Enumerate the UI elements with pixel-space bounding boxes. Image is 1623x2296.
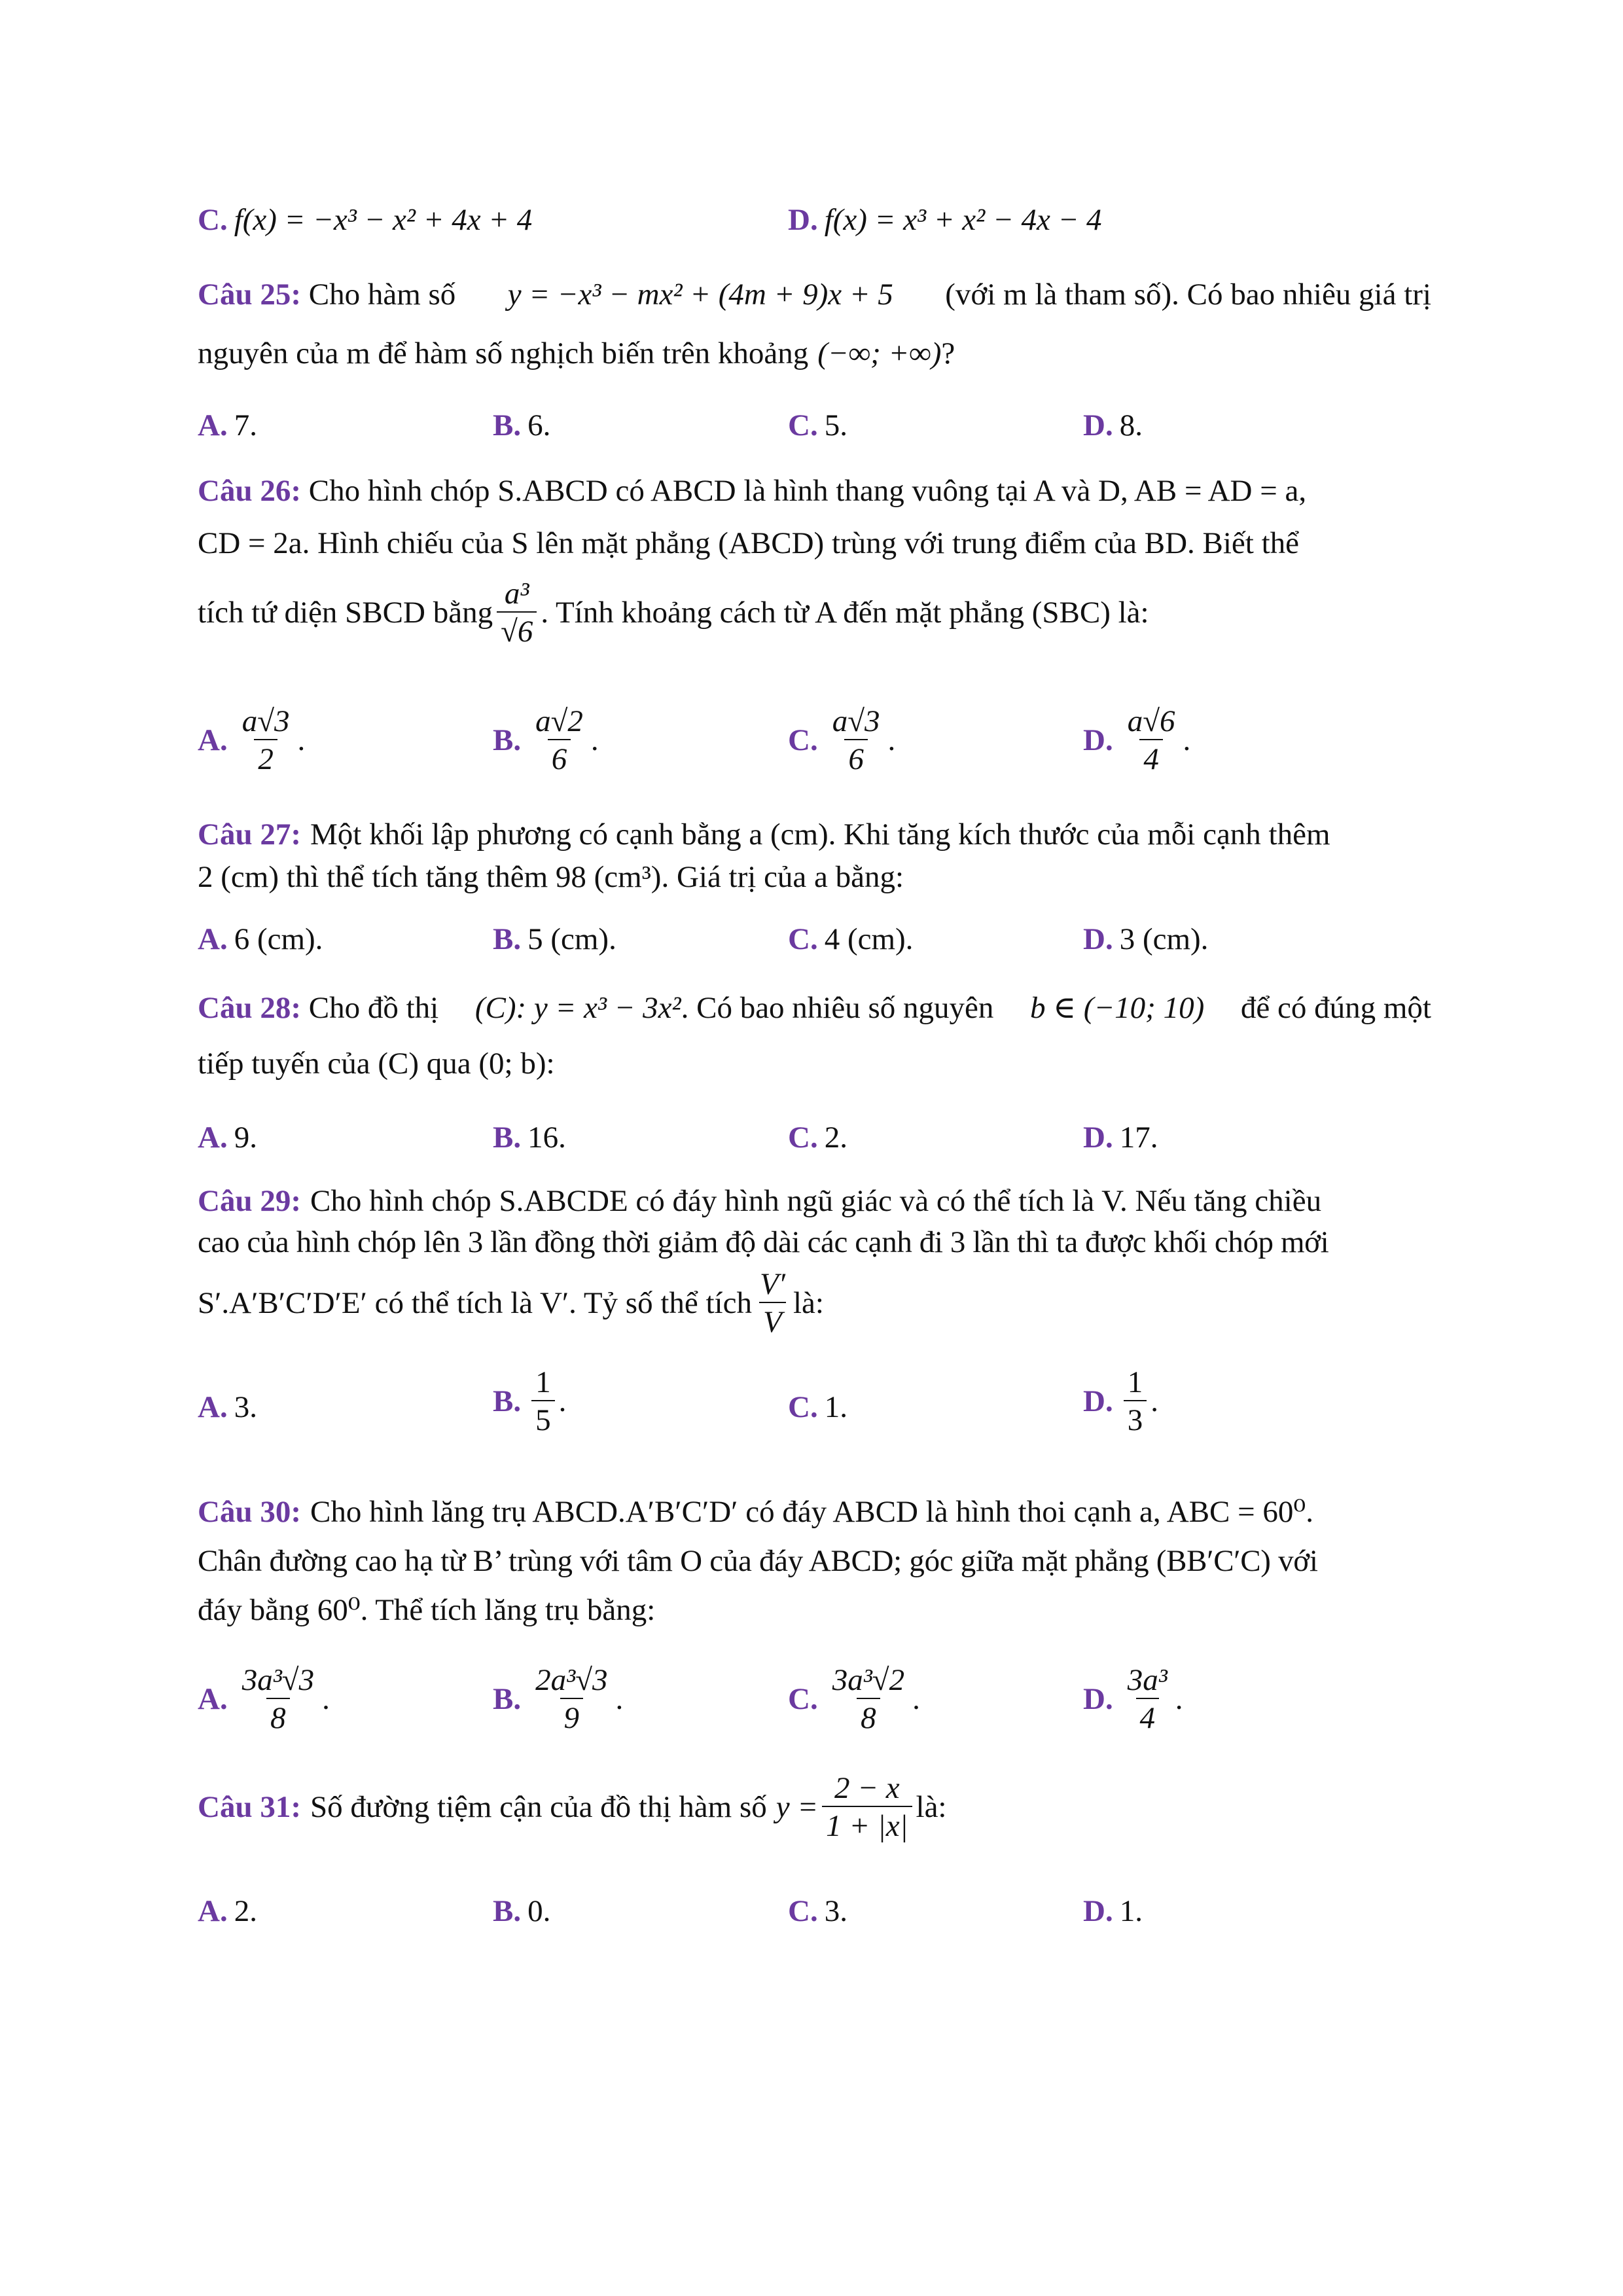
q28-curve: (C): y = x³ − 3x² xyxy=(474,991,681,1025)
q27-option-a xyxy=(198,920,323,960)
option-fraction xyxy=(531,1365,555,1438)
q25-line-2 xyxy=(198,334,1431,374)
q30-option-d: D. $\frac{\text{3a³}}{4}$ . xyxy=(1083,1663,1183,1736)
option-label: A. xyxy=(198,922,228,956)
question-text: là: xyxy=(916,1789,947,1824)
q28-condition: b ∈ (−10; 10) xyxy=(1030,991,1205,1025)
q29-ratio-fraction xyxy=(756,1266,789,1340)
question-text: đáy bằng 60⁰. Thể tích lăng trụ bằng: xyxy=(198,1593,656,1627)
q30-line-1 xyxy=(198,1492,1431,1532)
question-label: Câu 28: xyxy=(198,991,301,1025)
fraction-denominator: 4 xyxy=(1139,739,1163,777)
option-label: B. xyxy=(493,1121,522,1155)
q29-line-1 xyxy=(198,1181,1431,1221)
q24-option-d xyxy=(788,200,1102,240)
question-text: . Tính khoảng cách từ A đến mặt phẳng (SBC) là: xyxy=(541,595,1149,630)
q25-option-b xyxy=(493,406,550,446)
fraction-denominator: 5 xyxy=(531,1400,555,1438)
question-text: tích tứ diện SBCD bằng xyxy=(198,595,493,630)
question-text: cao của hình chóp lên 3 lần đồng thời giảm độ dài các cạnh đi 3 lần thì ta được khối chóp mới xyxy=(198,1225,1329,1259)
question-text: Số đường tiệm cận của đồ thị hàm số xyxy=(310,1789,767,1824)
fraction-numerator: a√6 xyxy=(1127,704,1175,738)
option-label: D. xyxy=(1083,1384,1113,1418)
option-label: D. xyxy=(1083,408,1113,442)
question-text: S′.A′B′C′D′E′ có thể tích là V′. Tỷ số thể tích xyxy=(198,1285,752,1320)
option-fraction xyxy=(238,704,294,777)
fraction-denominator: √6 xyxy=(497,611,537,649)
option-value: 17. xyxy=(1119,1121,1158,1155)
option-value: 2. xyxy=(824,1121,847,1155)
q29-line-2 xyxy=(198,1223,1431,1263)
q24-option-c xyxy=(198,200,532,240)
fraction-numerator: 3a³ xyxy=(1127,1663,1168,1697)
q25-formula: y = −x³ − mx² + (4m + 9)x + 5 xyxy=(507,278,893,312)
option-value: 16. xyxy=(527,1121,566,1155)
question-text: để có đúng một xyxy=(1240,991,1431,1025)
q27-option-d xyxy=(1083,920,1208,960)
question-text: Cho hình chóp S.ABCD có ABCD là hình thang vuông tại A và D, AB = AD = a, xyxy=(308,474,1307,508)
fraction-denominator: 2 xyxy=(254,739,277,777)
q26-option-a: A. $\frac{a√3}{2}$ . xyxy=(198,704,306,777)
question-text: Cho đồ thị xyxy=(308,991,439,1025)
option-label: A. xyxy=(198,408,228,442)
option-value: 3. xyxy=(234,1390,257,1424)
option-value: 0. xyxy=(527,1894,551,1928)
q28-option-a xyxy=(198,1118,257,1158)
q25-line-1 xyxy=(198,275,1431,315)
option-fraction xyxy=(829,704,884,777)
option-value: 8. xyxy=(1119,408,1143,442)
option-value: 3 (cm). xyxy=(1119,922,1209,956)
option-label: B. xyxy=(493,922,522,956)
option-fraction xyxy=(531,704,587,777)
question-text: Cho hàm số xyxy=(308,278,456,312)
q28-line-1 xyxy=(198,988,1431,1028)
option-label: D. xyxy=(1083,1681,1113,1716)
q31-function-fraction xyxy=(822,1770,912,1844)
fraction-denominator: 1 + |x| xyxy=(822,1806,912,1844)
option-label: B. xyxy=(493,723,522,757)
option-value: 7. xyxy=(234,408,257,442)
option-label: A. xyxy=(198,1894,228,1928)
option-label: D. xyxy=(1083,1894,1113,1928)
option-value: 9. xyxy=(234,1121,257,1155)
q30-line-3 xyxy=(198,1590,1431,1630)
option-label: D. xyxy=(1083,723,1113,757)
option-label: A. xyxy=(198,723,228,757)
option-value: 5 (cm). xyxy=(527,922,616,956)
fraction-numerator: 3a³√2 xyxy=(832,1663,905,1697)
option-label: C. xyxy=(788,723,818,757)
option-label: D. xyxy=(1083,922,1113,956)
q25-option-d xyxy=(1083,406,1143,446)
option-label: C. xyxy=(788,408,818,442)
question-text: Cho hình lăng trụ ABCD.A′B′C′D′ có đáy ABCD là hình thoi cạnh a, ABC = 60⁰. xyxy=(310,1495,1313,1529)
q25-interval: (−∞; +∞) xyxy=(817,336,942,370)
q26-option-c: C. $\frac{a√3}{6}$ . xyxy=(788,704,896,777)
fraction-denominator: V xyxy=(759,1302,786,1340)
option-label: B. xyxy=(493,1894,522,1928)
option-fraction xyxy=(829,1662,908,1736)
option-label: D. xyxy=(1083,1121,1113,1155)
q28-option-c xyxy=(788,1118,847,1158)
q27-line-2 xyxy=(198,857,1431,897)
q29-line-3 xyxy=(198,1266,1431,1340)
question-label: Câu 26: xyxy=(198,474,301,508)
fraction-denominator: 6 xyxy=(844,739,868,777)
q31-option-a xyxy=(198,1892,257,1931)
option-fraction xyxy=(531,1662,611,1736)
option-value: 5. xyxy=(824,408,847,442)
question-text: CD = 2a. Hình chiếu của S lên mặt phẳng (ABCD) trùng với trung điểm của BD. Biết thể xyxy=(198,526,1300,560)
q31-option-b xyxy=(493,1892,550,1931)
q27-line-1 xyxy=(198,815,1431,855)
q31-line-1 xyxy=(198,1770,1431,1844)
q27-option-b xyxy=(493,920,616,960)
fraction-denominator: 9 xyxy=(560,1698,584,1736)
option-fraction xyxy=(1124,1365,1147,1438)
q31-y-equals: y = xyxy=(776,1789,819,1824)
option-label: C. xyxy=(788,1681,818,1716)
question-text: Chân đường cao hạ từ B’ trùng với tâm O của đáy ABCD; góc giữa mặt phẳng (BB′C′C) với xyxy=(198,1544,1318,1578)
option-value: 6 (cm). xyxy=(234,922,323,956)
option-fraction xyxy=(1124,1662,1171,1736)
option-value: 3. xyxy=(824,1894,847,1928)
question-text: . Có bao nhiêu số nguyên xyxy=(681,991,994,1025)
q29-option-c xyxy=(788,1388,847,1427)
option-fraction xyxy=(238,1662,318,1736)
fraction-numerator: a√2 xyxy=(535,704,583,738)
fraction-numerator: a√3 xyxy=(832,704,880,738)
fraction-denominator: 6 xyxy=(548,739,571,777)
option-value: 1. xyxy=(824,1390,847,1424)
question-label: Câu 27: xyxy=(198,817,301,852)
question-text: là: xyxy=(793,1285,824,1320)
q28-line-2 xyxy=(198,1044,1431,1084)
q30-line-2 xyxy=(198,1541,1431,1581)
fraction-denominator: 3 xyxy=(1124,1400,1147,1438)
q27-option-c xyxy=(788,920,913,960)
q25-option-a xyxy=(198,406,257,446)
option-value: 1. xyxy=(1119,1894,1143,1928)
q29-option-b: B. $\frac{1}{5}$ . xyxy=(493,1365,567,1438)
fraction-denominator: 8 xyxy=(857,1698,880,1736)
question-text: nguyên của m để hàm số nghịch biến trên khoảng xyxy=(198,336,809,370)
question-text: (với m là tham số). Có bao nhiêu giá trị xyxy=(945,278,1431,312)
question-label: Câu 30: xyxy=(198,1495,301,1529)
option-value: 4 (cm). xyxy=(824,922,914,956)
q26-line-1 xyxy=(198,471,1431,511)
option-label: B. xyxy=(493,408,522,442)
option-label: A. xyxy=(198,1390,228,1424)
option-label: A. xyxy=(198,1681,228,1716)
option-label: D. xyxy=(788,203,818,237)
option-label: C. xyxy=(788,922,818,956)
q30-option-b: B. $\frac{\text{2a³√3}}{9}$ . xyxy=(493,1663,624,1736)
question-text: ? xyxy=(941,336,955,370)
q26-option-b: B. $\frac{a√2}{6}$ . xyxy=(493,704,599,777)
fraction-denominator: 4 xyxy=(1136,1698,1160,1736)
option-label: C. xyxy=(198,203,228,237)
question-text: tiếp tuyến của (C) qua (0; b): xyxy=(198,1047,555,1081)
q30-option-a: A. $\frac{\text{3a³√3}}{8}$ . xyxy=(198,1663,330,1736)
option-fraction xyxy=(1124,704,1179,777)
fraction-denominator: 8 xyxy=(266,1698,290,1736)
question-label: Câu 31: xyxy=(198,1789,301,1824)
q28-option-b xyxy=(493,1118,566,1158)
option-label: C. xyxy=(788,1121,818,1155)
option-formula: f(x) = x³ + x² − 4x − 4 xyxy=(824,203,1102,237)
fraction-numerator: 2a³√3 xyxy=(535,1663,608,1697)
option-label: B. xyxy=(493,1681,522,1716)
q26-option-d: D. $\frac{a√6}{4}$ . xyxy=(1083,704,1191,777)
option-label: C. xyxy=(788,1390,818,1424)
question-text: Cho hình chóp S.ABCDE có đáy hình ngũ giác và có thể tích là V. Nếu tăng chiều xyxy=(310,1184,1322,1218)
option-label: A. xyxy=(198,1121,228,1155)
fraction-numerator: 3a³√3 xyxy=(241,1663,315,1697)
option-value: 2. xyxy=(234,1894,257,1928)
q28-option-d xyxy=(1083,1118,1158,1158)
fraction-numerator: a√3 xyxy=(241,704,290,738)
question-label: Câu 29: xyxy=(198,1184,301,1218)
q26-volume-fraction xyxy=(497,576,537,649)
fraction-numerator: 2 − x xyxy=(834,1771,900,1805)
option-label: C. xyxy=(788,1894,818,1928)
option-label: B. xyxy=(493,1384,522,1418)
question-text: Một khối lập phương có cạnh bằng a (cm). Khi tăng kích thước của mỗi cạnh thêm xyxy=(310,817,1330,852)
q30-option-c: C. $\frac{\text{3a³√2}}{8}$ . xyxy=(788,1663,920,1736)
q29-option-a xyxy=(198,1388,257,1427)
q31-option-d xyxy=(1083,1892,1143,1931)
fraction-numerator: 1 xyxy=(1127,1365,1143,1399)
q29-option-d: D. $\frac{1}{3}$ . xyxy=(1083,1365,1158,1438)
option-value: 6. xyxy=(527,408,551,442)
fraction-numerator: V′ xyxy=(759,1267,785,1301)
question-text: 2 (cm) thì thể tích tăng thêm 98 (cm³). Giá trị của a bằng: xyxy=(198,860,904,894)
option-formula: f(x) = −x³ − x² + 4x + 4 xyxy=(234,203,533,237)
q26-line-2 xyxy=(198,524,1431,564)
q26-line-3 xyxy=(198,576,1431,649)
question-label: Câu 25: xyxy=(198,278,301,312)
fraction-numerator: 1 xyxy=(535,1365,551,1399)
fraction-numerator: a³ xyxy=(504,577,529,611)
q31-option-c xyxy=(788,1892,847,1931)
q25-option-c xyxy=(788,406,847,446)
